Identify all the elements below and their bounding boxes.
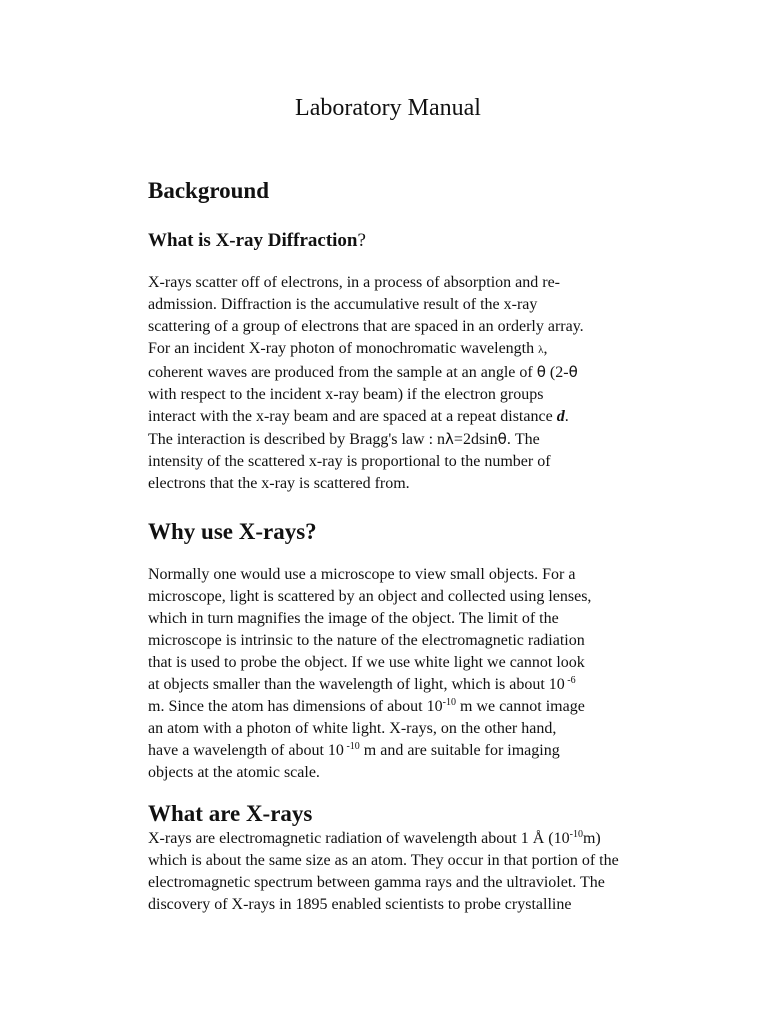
page-title: Laboratory Manual [295, 95, 481, 121]
section-heading-why-xrays: Why use X-rays? [148, 519, 317, 544]
text-line [148, 674, 668, 696]
text-line: intensity of the scattered x-ray is proportional to the number of [148, 453, 551, 470]
exponent: -10 [569, 829, 583, 840]
text-segment: The interaction is described by Bragg's law : n [148, 431, 446, 448]
text-segment: interact with the x-ray beam and are spaced at a repeat distance [148, 408, 557, 425]
exponent: -6 [564, 675, 576, 686]
text-line: microscope, light is scattered by an object and collected using lenses, [148, 588, 592, 605]
text-segment: =2dsin [453, 431, 498, 448]
text-line: electromagnetic spectrum between gamma rays and the ultraviolet. The [148, 874, 605, 891]
text-line [148, 696, 668, 718]
text-segment: . [564, 408, 569, 425]
repeat-distance-symbol: d [556, 408, 565, 425]
text-line: discovery of X-rays in 1895 enabled scientists to probe crystalline [148, 896, 572, 913]
text-line [148, 361, 668, 384]
section-heading-what-are-xrays: What are X-rays [148, 801, 313, 826]
text-segment: coherent waves are produced from the sample at an angle of [148, 364, 537, 381]
section-heading-background: Background [148, 178, 270, 203]
text-segment: m and are suitable for imaging [359, 742, 560, 759]
lambda-symbol: λ [538, 344, 544, 356]
text-line: electrons that the x-ray is scattered from. [148, 475, 410, 492]
paragraph-xrd [148, 272, 668, 495]
text-line: with respect to the incident x-ray beam) if the electron groups [148, 386, 544, 403]
text-segment: at objects smaller than the wavelength of light, which is about 10 [148, 676, 565, 693]
text-line: which in turn magnifies the image of the object. The limit of the [148, 610, 559, 627]
text-line: Normally one would use a microscope to view small objects. For a [148, 566, 576, 583]
text-line: admission. Diffraction is the accumulative result of the x-ray [148, 296, 538, 313]
theta-symbol: θ [497, 430, 507, 448]
text-line [148, 338, 668, 361]
text-line: an atom with a photon of white light. X-rays, on the other hand, [148, 720, 557, 737]
theta-symbol: θ [568, 363, 578, 381]
text-line [148, 740, 668, 762]
subsection-heading-xrd [148, 229, 366, 253]
text-line [148, 428, 668, 451]
exponent: -10 [343, 741, 360, 752]
text-segment: For an incident X-ray photon of monochromatic wavelength [148, 340, 539, 357]
subsection-heading-xrd-text: What is X-ray Diffraction [148, 230, 358, 251]
text-line: X-rays scatter off of electrons, in a process of absorption and re- [148, 274, 560, 291]
text-segment: m. Since the atom has dimensions of about 10 [148, 698, 443, 715]
text-line: that is used to probe the object. If we use white light we cannot look [148, 654, 585, 671]
exponent: -10 [442, 697, 456, 708]
paragraph-what-are-xrays [148, 828, 668, 916]
text-line [148, 828, 668, 850]
text-line [148, 406, 668, 428]
text-segment: . The [506, 431, 540, 448]
theta-symbol: θ [536, 363, 546, 381]
text-line: microscope is intrinsic to the nature of the electromagnetic radiation [148, 632, 585, 649]
lambda-symbol: λ [445, 430, 454, 448]
text-line: scattering of a group of electrons that are spaced in an orderly array. [148, 318, 584, 335]
text-line: which is about the same size as an atom. They occur in that portion of the [148, 852, 619, 869]
subsection-heading-xrd-question: ? [357, 230, 366, 251]
text-segment: X-rays are electromagnetic radiation of wavelength about 1 Å (10 [148, 830, 570, 847]
text-segment: have a wavelength of about 10 [148, 742, 344, 759]
paragraph-why-xrays [148, 564, 668, 784]
text-segment: (2- [545, 364, 569, 381]
text-segment: , [543, 340, 548, 357]
text-segment: m we cannot image [455, 698, 585, 715]
text-line: objects at the atomic scale. [148, 764, 320, 781]
text-segment: m) [582, 830, 601, 847]
